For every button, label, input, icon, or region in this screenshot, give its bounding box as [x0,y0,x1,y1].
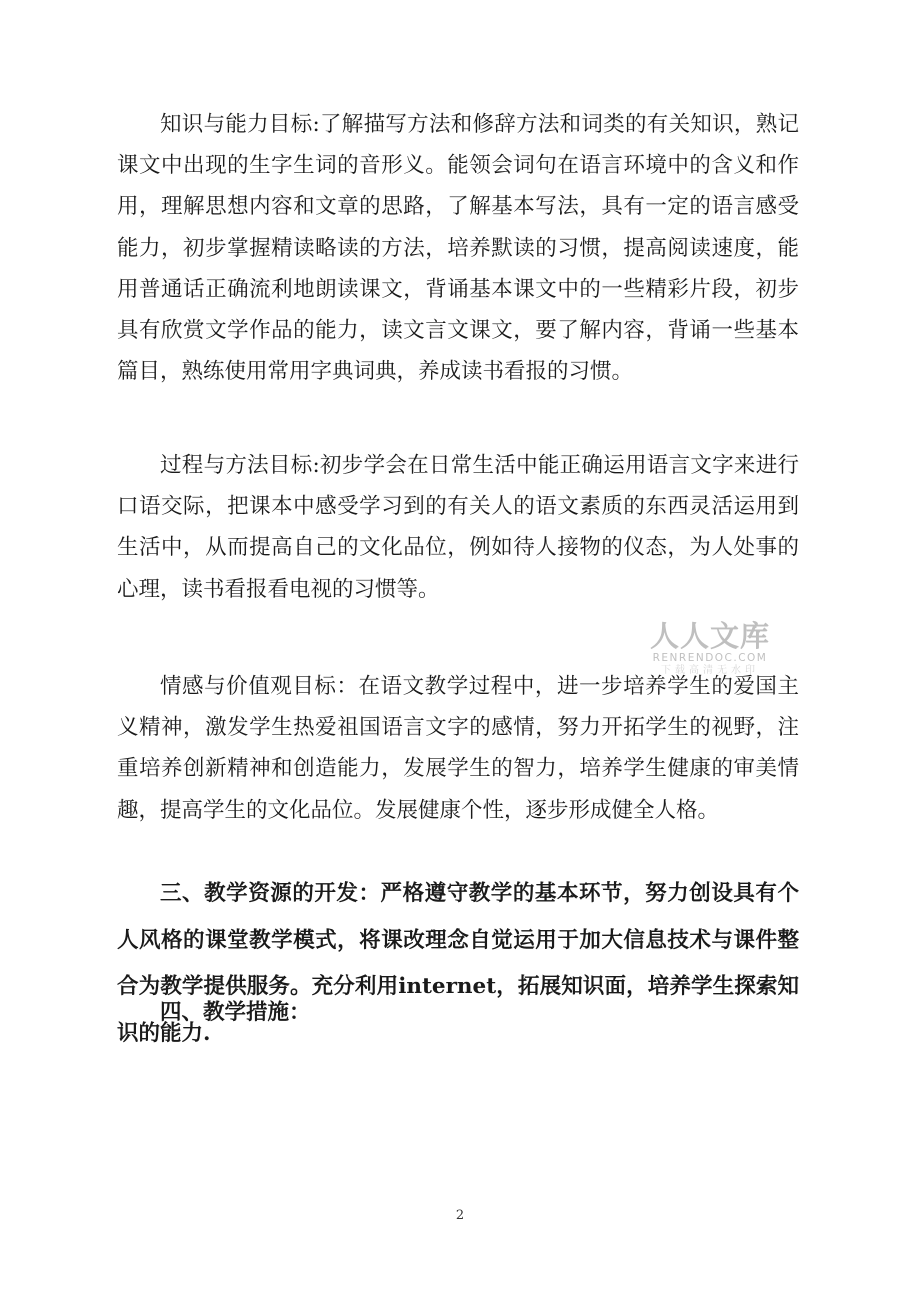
watermark-tagline: 下载高清无水印 [661,665,759,676]
paragraph-values-goals: 情感与价值观目标：在语文教学过程中，进一步培养学生的爱国主义精神，激发学生热爱祖国语言文字的感情，努力开拓学生的视野，注重培养创新精神和创造能力，发展学生的智力，培养学生健康的审美情趣，提高学生的文化品位。发展健康个性，逐步形成健全人格。 [117,674,799,823]
paragraph-process-goals: 过程与方法目标:初步学会在日常生活中能正确运用语言文字来进行口语交际，把课本中感受学习到的有关人的语文素质的东西灵活运用到生活中，从而提高自己的文化品位，例如待人接物的仪态，为人处事的心理，读书看报看电视的习惯等。 [117,453,799,602]
watermark-url: RENRENDOC.COM [652,652,768,664]
watermark-title: 人人文库 [649,619,770,653]
section-three-resources: 三、教学资源的开发：严格遵守教学的基本环节，努力创设具有个人风格的课堂教学模式，将课改理念自觉运用于加大信息技术与课件整合为教学提供服务。充分利用internet，拓展知识面，培养学生探索知识的能力. [117,881,799,1046]
page-number: 2 [455,1208,465,1223]
section-four-heading: 四、教学措施： [160,1000,311,1025]
paragraph-knowledge-goals: 知识与能力目标:了解描写方法和修辞方法和词类的有关知识，熟记课文中出现的生字生词的音形义。能领会词句在语言环境中的含义和作用，理解思想内容和文章的思路，了解基本写法，具有一定的语言感受能力，初步掌握精读略读的方法，培养默读的习惯，提高阅读速度，能用普通话正确流利地朗读课文，背诵基本课文中的一些精彩片段，初步具有欣赏文学作品的能力，读文言文课文，要了解内容，背诵一些基本篇目，熟练使用常用字典词典，养成读书看报的习惯。 [117,112,799,385]
